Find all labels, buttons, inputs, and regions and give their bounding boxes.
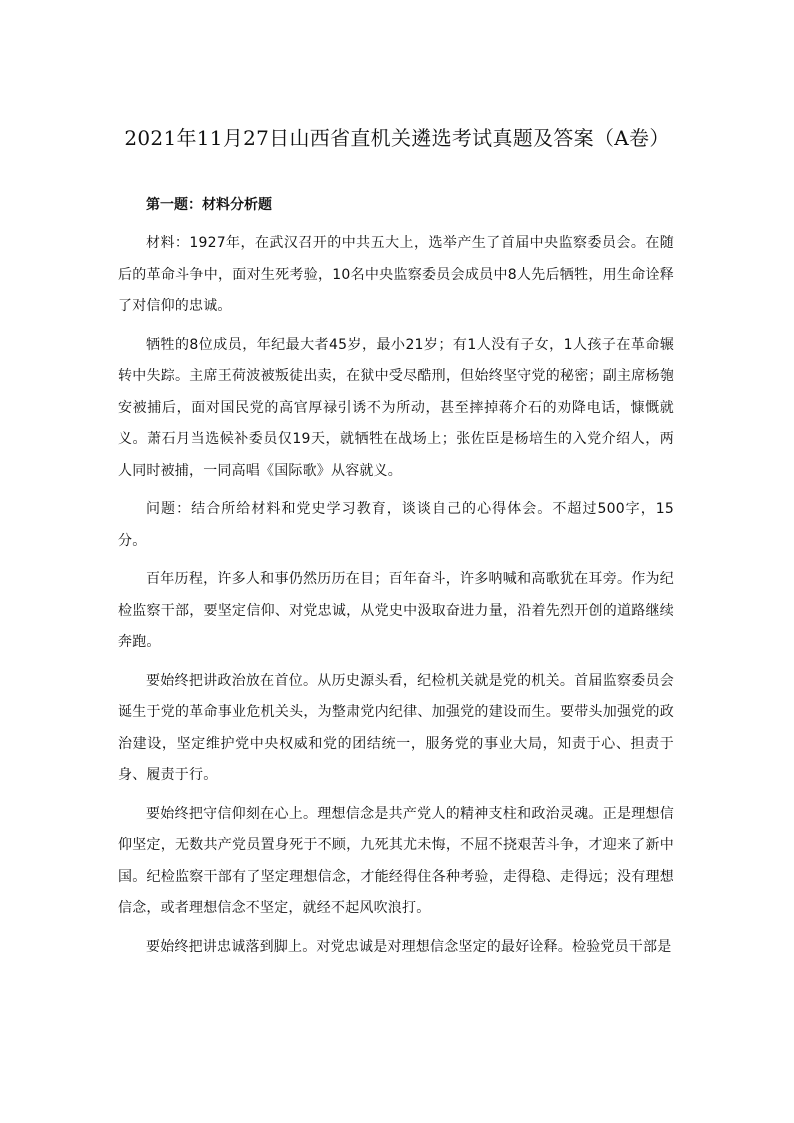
document-title: 2021年11月27日山西省直机关遴选考试真题及答案（A卷） bbox=[124, 126, 670, 150]
paragraph-material: 材料：1927年，在武汉召开的中共五大上，选举产生了首届中央监察委员会。在随后的革命斗争中，面对生死考验，10名中央监察委员会成员中8人先后牺牲，用生命诠释了对信仰的忠诚。 bbox=[118, 235, 674, 314]
paragraph-answer-politics: 要始终把讲政治放在首位。从历史源头看，纪检机关就是党的机关。首届监察委员会诞生于党的革命事业危机关头，为整肃党内纪律、加强党的建设而生。要带头加强党的政治建设，坚定维护党中央权威和党的团结统一，服务党的事业大局，知责于心、担责于身、履责于行。 bbox=[118, 672, 674, 783]
paragraph-answer-loyalty: 要始终把讲忠诚落到脚上。对党忠诚是对理想信念坚定的最好诠释。检验党员干部是 bbox=[146, 938, 672, 955]
section-heading: 第一题：材料分析题 bbox=[146, 197, 272, 213]
paragraph-answer-intro: 百年历程，许多人和事仍然历历在目；百年奋斗，许多呐喊和高歌犹在耳旁。作为纪检监察干部，要坚定信仰、对党忠诚，从党史中汲取奋进力量，沿着先烈开创的道路继续奔跑。 bbox=[118, 571, 674, 650]
document-body bbox=[118, 228, 674, 970]
paragraph-martyrs: 牺牲的8位成员，年纪最大者45岁，最小21岁；有1人没有子女，1人孩子在革命辗转中失踪。主席王荷波被叛徒出卖，在狱中受尽酷刑，但始终坚守党的秘密；副主席杨匏安被捕后，面对国民党的高官厚禄引诱不为所动，甚至摔掉蒋介石的劝降电话，慷慨就义。萧石月当选候补委员仅19天，就牺牲在战场上；张佐臣是杨培生的入党介绍人，两人同时被捕，一同高唱《国际歌》从容就义。 bbox=[118, 336, 674, 479]
paragraph-answer-belief: 要始终把守信仰刻在心上。理想信念是共产党人的精神支柱和政治灵魂。正是理想信仰坚定，无数共产党员置身死于不顾，九死其尤未悔，不屈不挠艰苦斗争，才迎来了新中国。纪检监察干部有了坚定理想信念，才能经得住各种考验，走得稳、走得远；没有理想信念，或者理想信念不坚定，就经不起风吹浪打。 bbox=[118, 805, 674, 916]
paragraph-question: 问题：结合所给材料和党史学习教育，谈谈自己的心得体会。不超过500字，15分。 bbox=[118, 501, 674, 549]
